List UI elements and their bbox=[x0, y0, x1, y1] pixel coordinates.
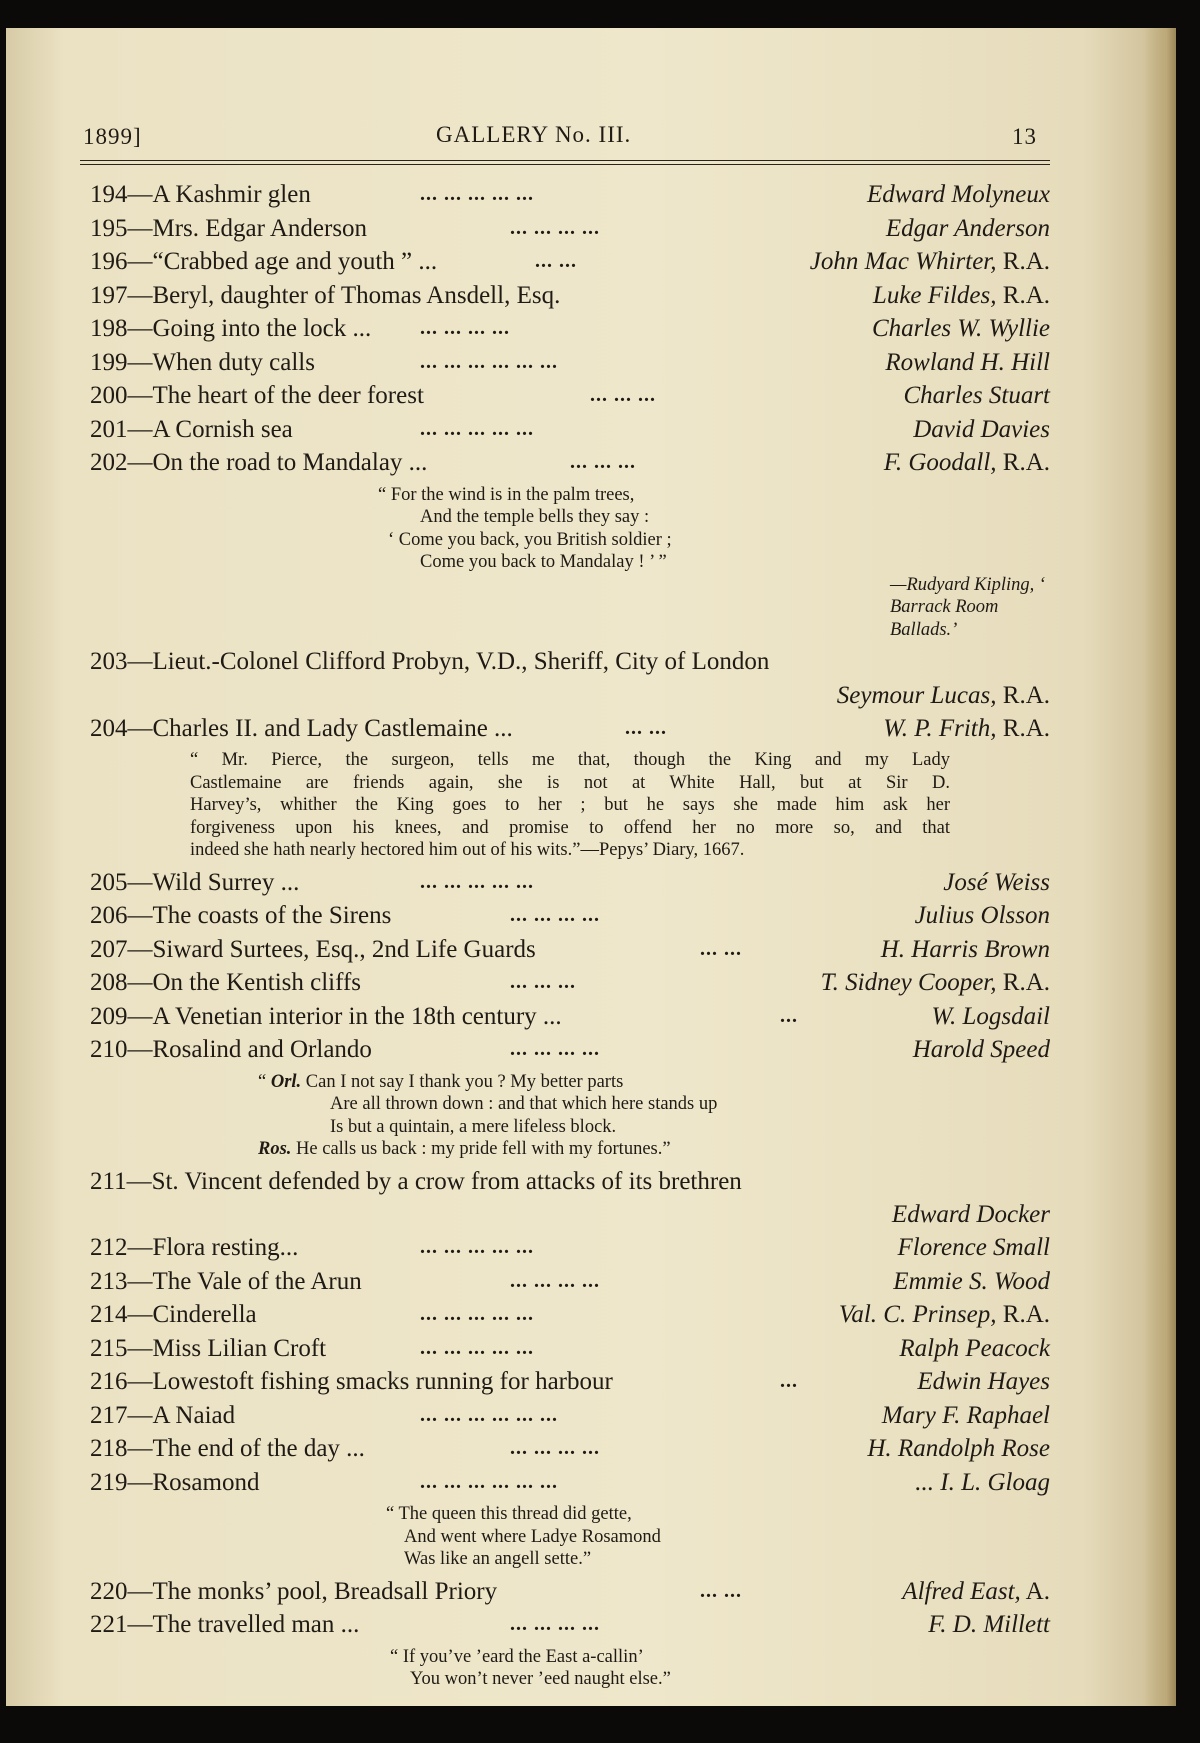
quote-text: Can I not say I thank you ? My better parts bbox=[305, 1071, 624, 1092]
entry-number: 196 bbox=[90, 248, 128, 275]
entry-number: 221 bbox=[90, 1611, 128, 1638]
entry-artist-wrap bbox=[867, 1432, 1050, 1466]
leader-dots: ... ... ... ... bbox=[420, 317, 510, 339]
entry-artist: Florence Small bbox=[897, 1234, 1050, 1261]
entry-artist-wrap bbox=[899, 1332, 1050, 1366]
entry-artist-suffix: R.A. bbox=[996, 248, 1050, 275]
entry-artist: W. P. Frith, bbox=[883, 714, 997, 742]
leader-dots: ... ... ... ... bbox=[510, 1437, 600, 1459]
entry-title: A Venetian interior in the 18th century ... bbox=[152, 1002, 562, 1030]
entry-number: 199 bbox=[90, 348, 128, 376]
entry-artist-wrap bbox=[881, 933, 1050, 967]
catalogue-entry: 221—The travelled man ... ... ... ... ... F. D. Millett bbox=[90, 1608, 1050, 1642]
leader-dots: ... bbox=[780, 1004, 798, 1027]
entry-artist-line bbox=[90, 679, 1050, 712]
speaker-label: Orl. bbox=[270, 1071, 302, 1092]
entry-number: 208 bbox=[90, 969, 128, 996]
quote-line: Is but a quintain, a mere lifeless block. bbox=[330, 1116, 617, 1137]
entry-artist: F. Goodall, bbox=[883, 449, 997, 476]
entry-artist: Rowland H. Hill bbox=[885, 348, 1050, 376]
leader-dots: ... ... ... bbox=[510, 971, 576, 993]
entry-title: Rosamond bbox=[152, 1468, 260, 1496]
entry-artist: Seymour Lucas, bbox=[836, 681, 997, 709]
leader-dots: ... ... ... ... ... bbox=[420, 1336, 534, 1359]
entry-title: Rosalind and Orlando bbox=[152, 1036, 372, 1063]
catalogue-entry: 200—The heart of the deer forest ... ... ... Charles Stuart bbox=[90, 379, 1050, 413]
entry-artist: Charles W. Wyllie bbox=[871, 315, 1050, 342]
header-title: GALLERY No. III. bbox=[436, 122, 632, 147]
entry-title: Cinderella bbox=[152, 1301, 257, 1328]
entry-artist-wrap bbox=[893, 1265, 1050, 1299]
entry-number: 195 bbox=[90, 214, 128, 242]
entries-212-219 bbox=[90, 1231, 1050, 1499]
quote-line bbox=[258, 1138, 1050, 1161]
entry-number: 200 bbox=[90, 382, 128, 409]
quote-attribution: —Rudyard Kipling, ‘ Barrack Room Ballads.’ bbox=[890, 574, 1046, 640]
catalogue-entry: 214—Cinderella ... ... ... ... ... Val. C. Prinsep, R.A. bbox=[90, 1298, 1050, 1332]
entry-artist-wrap bbox=[915, 1466, 1050, 1500]
entry-number: 202 bbox=[90, 449, 128, 476]
entry-title: Lowestoft fishing smacks running for harbour bbox=[152, 1368, 613, 1395]
leader-dots: ... ... ... ... ... ... bbox=[420, 350, 558, 373]
entry-artist-suffix: R.A. bbox=[996, 681, 1050, 709]
entry-title: Lieut.-Colonel Clifford Probyn, V.D., Sheriff, City of London bbox=[152, 648, 770, 675]
header-rule-bottom bbox=[80, 164, 1050, 165]
entry-artist: Edward Docker bbox=[891, 1201, 1050, 1228]
quote-line: Castlemaine are friends again, she is not at White Hall, but at Sir D. bbox=[190, 772, 950, 793]
page-header bbox=[6, 94, 1176, 149]
catalogue-entry: 220—The monks’ pool, Breadsall Priory ... ... Alfred East, A. bbox=[90, 1575, 1050, 1609]
entry-artist-suffix: R.A. bbox=[996, 281, 1050, 309]
leader-dots: ... ... ... ... ... bbox=[420, 417, 534, 440]
quote-line: “ Orl. Can I not say I thank you ? My better parts bbox=[258, 1071, 624, 1092]
entry-artist: H. Harris Brown bbox=[880, 935, 1050, 963]
catalogue-entry: 212—Flora resting... ... ... ... ... ... Florence Small bbox=[90, 1231, 1050, 1265]
catalogue-entry: 204—Charles II. and Lady Castlemaine ... ... ... W. P. Frith, R.A. bbox=[90, 712, 1050, 746]
entry-artist: Edwin Hayes bbox=[917, 1368, 1050, 1395]
entry-title: Beryl, daughter of Thomas Ansdell, Esq. bbox=[152, 281, 561, 309]
entry-artist-wrap bbox=[931, 1000, 1050, 1034]
entry-title: A Cornish sea bbox=[152, 415, 293, 443]
quote-line: ‘ Come you back, you British soldier ; bbox=[388, 529, 672, 550]
entry-artist: Mary F. Raphael bbox=[881, 1401, 1050, 1429]
entry-number: 207 bbox=[90, 935, 128, 963]
entry-artist-wrap bbox=[903, 379, 1050, 413]
catalogue-entry: 209—A Venetian interior in the 18th century ... ... W. Logsdail bbox=[90, 1000, 1050, 1034]
entry-artist-wrap bbox=[810, 245, 1050, 279]
quote-line: “ Mr. Pierce, the surgeon, tells me that, though the King and my Lady bbox=[190, 750, 950, 770]
entry-title: A Kashmir glen bbox=[152, 181, 311, 208]
entry-number: 198 bbox=[90, 315, 128, 342]
entry-artist: W. Logsdail bbox=[931, 1002, 1050, 1030]
entry-number: 205 bbox=[90, 868, 128, 896]
entry-number: 215 bbox=[90, 1334, 128, 1362]
header-year: 1899] bbox=[83, 124, 142, 149]
entry-artist: Charles Stuart bbox=[903, 382, 1050, 409]
quote-line: Come you back to Mandalay ! ’ ” bbox=[420, 552, 667, 572]
entry-artist: José Weiss bbox=[943, 868, 1050, 896]
catalogue-entry: 219—Rosamond ... ... ... ... ... ... ... I. L. Gloag bbox=[90, 1466, 1050, 1500]
entry-artist: T. Sidney Cooper, bbox=[820, 969, 997, 996]
entry-number: 216 bbox=[90, 1368, 128, 1395]
entry-number: 197 bbox=[90, 281, 128, 309]
entry-number: 217 bbox=[90, 1401, 128, 1429]
entry-title: The monks’ pool, Breadsall Priory bbox=[152, 1577, 498, 1605]
entry-artist-wrap bbox=[886, 212, 1050, 246]
quote-text: He calls us back : my pride fell with my fortunes.” bbox=[296, 1139, 671, 1159]
entry-number: 218 bbox=[90, 1435, 128, 1462]
entry-title: Mrs. Edgar Anderson bbox=[152, 214, 368, 242]
entry-artist-suffix: A. bbox=[1020, 1577, 1050, 1605]
header-page-number: 13 bbox=[1012, 124, 1037, 149]
entry-title: Wild Surrey ... bbox=[152, 868, 300, 896]
catalogue-content bbox=[90, 178, 1050, 1695]
quote-line: indeed she hath nearly hectored him out of his wits.”—Pepys’ Diary, 1667. bbox=[190, 840, 745, 860]
entry-artist: H. Randolph Rose bbox=[867, 1435, 1050, 1462]
catalogue-entry: 195—Mrs. Edgar Anderson ... ... ... ... Edgar Anderson bbox=[90, 212, 1050, 246]
entry-artist-wrap bbox=[943, 866, 1050, 900]
entry-artist-suffix: R.A. bbox=[996, 449, 1050, 476]
quote-line: And the temple bells they say : bbox=[420, 507, 650, 527]
quote-line: forgiveness upon his knees, and promise to offend her no more so, and that bbox=[190, 817, 950, 838]
entry-artist-wrap bbox=[897, 1231, 1050, 1265]
quote-mandalay bbox=[90, 484, 1050, 642]
entry-artist: F. D. Millett bbox=[928, 1611, 1050, 1638]
leader-dots: ... ... ... ... ... bbox=[420, 1303, 534, 1325]
catalogue-entry: 203—Lieut.-Colonel Clifford Probyn, V.D., Sheriff, City of London bbox=[90, 645, 1050, 679]
entry-number: 214 bbox=[90, 1301, 128, 1328]
entry-artist: Luke Fildes, bbox=[872, 281, 997, 309]
leader-dots: ... ... bbox=[700, 1579, 742, 1602]
leader-dots: ... ... ... ... ... bbox=[420, 183, 534, 205]
catalogue-entry: 211—St. Vincent defended by a crow from attacks of its brethren bbox=[90, 1165, 1050, 1199]
header-rule-top bbox=[80, 160, 1050, 161]
catalogue-entry: 206—The coasts of the Sirens ... ... ... ... Julius Olsson bbox=[90, 899, 1050, 933]
catalogue-entry: 197—Beryl, daughter of Thomas Ansdell, Esq. Luke Fildes, R.A. bbox=[90, 279, 1050, 313]
quote-pepys bbox=[90, 749, 950, 862]
entry-artist-wrap bbox=[883, 712, 1050, 746]
catalogue-entry: 202—On the road to Mandalay ... ... ... ... F. Goodall, R.A. bbox=[90, 446, 1050, 480]
quote-line: You won’t never ’eed naught else.” bbox=[410, 1669, 671, 1689]
entry-title: On the road to Mandalay ... bbox=[152, 449, 428, 476]
entry-number: 213 bbox=[90, 1267, 128, 1295]
catalogue-entry: 198—Going into the lock ... ... ... ... ... Charles W. Wyllie bbox=[90, 312, 1050, 346]
entry-artist: Edgar Anderson bbox=[885, 214, 1050, 242]
entry-title: Miss Lilian Croft bbox=[152, 1334, 327, 1362]
entry-title: Flora resting... bbox=[152, 1234, 299, 1261]
catalogue-entry: 196—“Crabbed age and youth ” ... ... ... John Mac Whirter, R.A. bbox=[90, 245, 1050, 279]
leader-dots: ... ... ... ... ... ... bbox=[420, 1470, 558, 1493]
entry-title: When duty calls bbox=[152, 348, 315, 376]
entry-title: A Naiad bbox=[152, 1401, 236, 1429]
entry-artist: Alfred East, bbox=[902, 1577, 1021, 1605]
entry-artist-line bbox=[90, 1198, 1050, 1231]
leader-dots: ... ... ... bbox=[570, 451, 636, 473]
entry-artist-wrap bbox=[913, 1033, 1050, 1067]
leader-dots: ... ... ... ... ... bbox=[420, 870, 534, 893]
entry-artist: David Davies bbox=[913, 415, 1050, 443]
catalogue-entry: 205—Wild Surrey ... ... ... ... ... ... José Weiss bbox=[90, 866, 1050, 900]
entries-205-210 bbox=[90, 866, 1050, 1067]
entry-number: 210 bbox=[90, 1036, 128, 1063]
entry-title: The end of the day ... bbox=[152, 1435, 365, 1462]
entry-number: 212 bbox=[90, 1234, 128, 1261]
entry-artist: Emmie S. Wood bbox=[893, 1267, 1050, 1295]
leader-dots: ... ... bbox=[535, 250, 577, 272]
entry-artist: Julius Olsson bbox=[914, 902, 1050, 929]
entry-number: 194 bbox=[90, 181, 128, 208]
entry-artist-wrap bbox=[902, 1575, 1050, 1609]
quote-line: Harvey’s, whither the King goes to her ; but he says she made him ask her bbox=[190, 795, 950, 815]
page-edge-shading bbox=[1144, 28, 1176, 1706]
entries-220-221 bbox=[90, 1575, 1050, 1642]
quote-line: “ For the wind is in the palm trees, bbox=[378, 484, 635, 505]
entry-artist-wrap bbox=[915, 899, 1050, 933]
catalogue-entry: 208—On the Kentish cliffs ... ... ... T. Sidney Cooper, R.A. bbox=[90, 966, 1050, 1000]
entry-artist-wrap bbox=[821, 966, 1050, 1000]
entry-artist-suffix: R.A. bbox=[996, 969, 1050, 996]
catalogue-entry: 207—Siward Surtees, Esq., 2nd Life Guards ... ... H. Harris Brown bbox=[90, 933, 1050, 967]
entry-title: Siward Surtees, Esq., 2nd Life Guards bbox=[152, 935, 536, 963]
entry-number: 206 bbox=[90, 902, 128, 929]
leader-dots: ... ... ... ... bbox=[510, 1613, 600, 1635]
leader-dots: ... ... bbox=[625, 716, 667, 739]
entry-number: 203 bbox=[90, 648, 128, 675]
entry-artist: John Mac Whirter, bbox=[809, 248, 997, 275]
quote-line: “ If you’ve ’eard the East a-callin’ bbox=[390, 1646, 644, 1667]
quote-line: Was like an angell sette.” bbox=[404, 1549, 592, 1569]
entry-title: On the Kentish cliffs bbox=[152, 969, 362, 996]
entry-artist-wrap bbox=[913, 413, 1050, 447]
leader-dots: ... ... ... bbox=[590, 384, 656, 406]
catalogue-entry: 210—Rosalind and Orlando ... ... ... ... Harold Speed bbox=[90, 1033, 1050, 1067]
leader-dots: ... ... ... ... ... ... bbox=[420, 1403, 558, 1426]
leader-dots: ... ... ... ... ... bbox=[420, 1236, 534, 1258]
entry-artist-wrap bbox=[928, 1608, 1050, 1642]
entry-title: The Vale of the Arun bbox=[152, 1267, 362, 1295]
entries-194-202 bbox=[90, 178, 1050, 480]
entry-artist-suffix: R.A. bbox=[996, 1301, 1050, 1328]
catalogue-entry: 213—The Vale of the Arun ... ... ... ... Emmie S. Wood bbox=[90, 1265, 1050, 1299]
entry-title: The heart of the deer forest bbox=[152, 382, 424, 409]
entry-artist-wrap bbox=[884, 446, 1050, 480]
entry-artist: Edward Molyneux bbox=[866, 181, 1050, 208]
catalogue-entry: 217—A Naiad ... ... ... ... ... ... Mary F. Raphael bbox=[90, 1399, 1050, 1433]
entry-artist: Harold Speed bbox=[912, 1036, 1050, 1063]
catalogue-page bbox=[6, 28, 1176, 1706]
entry-artist-wrap bbox=[885, 346, 1050, 380]
entry-artist-wrap bbox=[867, 178, 1050, 212]
entry-title: Charles II. and Lady Castlemaine ... bbox=[152, 714, 513, 742]
entry-title: The coasts of the Sirens bbox=[152, 902, 392, 929]
catalogue-entry: 194—A Kashmir glen ... ... ... ... ... Edward Molyneux bbox=[90, 178, 1050, 212]
leader-dots: ... ... ... ... bbox=[510, 904, 600, 926]
quote-line: “ The queen this thread did gette, bbox=[386, 1504, 632, 1524]
catalogue-entry: 199—When duty calls ... ... ... ... ... ... Rowland H. Hill bbox=[90, 346, 1050, 380]
entry-artist-wrap bbox=[882, 1399, 1050, 1433]
speaker-label: Ros. bbox=[258, 1139, 292, 1159]
catalogue-entry: 218—The end of the day ... ... ... ... ... H. Randolph Rose bbox=[90, 1432, 1050, 1466]
entry-title: Going into the lock ... bbox=[152, 315, 372, 342]
entry-number: 204 bbox=[90, 714, 128, 742]
catalogue-entry: 215—Miss Lilian Croft ... ... ... ... ... Ralph Peacock bbox=[90, 1332, 1050, 1366]
quote-travelled bbox=[90, 1646, 1050, 1691]
leader-dots: ... ... bbox=[700, 937, 742, 960]
quote-rosalind bbox=[90, 1071, 1050, 1161]
entry-artist: Val. C. Prinsep, bbox=[838, 1301, 997, 1328]
entry-artist-wrap bbox=[873, 279, 1050, 313]
entry-title: St. Vincent defended by a crow from attacks of its brethren bbox=[151, 1167, 742, 1195]
entry-number: 211 bbox=[90, 1167, 127, 1195]
entry-title: “Crabbed age and youth ” ... bbox=[152, 248, 438, 275]
leader-dots: ... bbox=[780, 1370, 798, 1392]
entry-artist-wrap bbox=[872, 312, 1050, 346]
entry-artist-wrap bbox=[917, 1365, 1050, 1399]
entry-title: The travelled man ... bbox=[152, 1611, 360, 1638]
entry-number: 219 bbox=[90, 1468, 128, 1496]
entry-number: 209 bbox=[90, 1002, 128, 1030]
catalogue-entry: 201—A Cornish sea ... ... ... ... ... David Davies bbox=[90, 413, 1050, 447]
entry-artist-wrap bbox=[839, 1298, 1050, 1332]
entry-artist-suffix: R.A. bbox=[996, 714, 1050, 742]
quote-line: And went where Ladye Rosamond bbox=[404, 1526, 661, 1547]
quote-line: Are all thrown down : and that which here stands up bbox=[330, 1094, 718, 1114]
leader-dots: ... ... ... ... bbox=[510, 1038, 600, 1060]
entry-artist: Ralph Peacock bbox=[899, 1334, 1050, 1362]
entry-number: 220 bbox=[90, 1577, 128, 1605]
entry-number: 201 bbox=[90, 415, 128, 443]
catalogue-entry: 216—Lowestoft fishing smacks running for harbour ... Edwin Hayes bbox=[90, 1365, 1050, 1399]
quote-rosamond bbox=[90, 1503, 1050, 1571]
leader-dots: ... ... ... ... bbox=[510, 1269, 600, 1292]
entry-artist: ... I. L. Gloag bbox=[915, 1468, 1050, 1496]
leader-dots: ... ... ... ... bbox=[510, 216, 600, 239]
